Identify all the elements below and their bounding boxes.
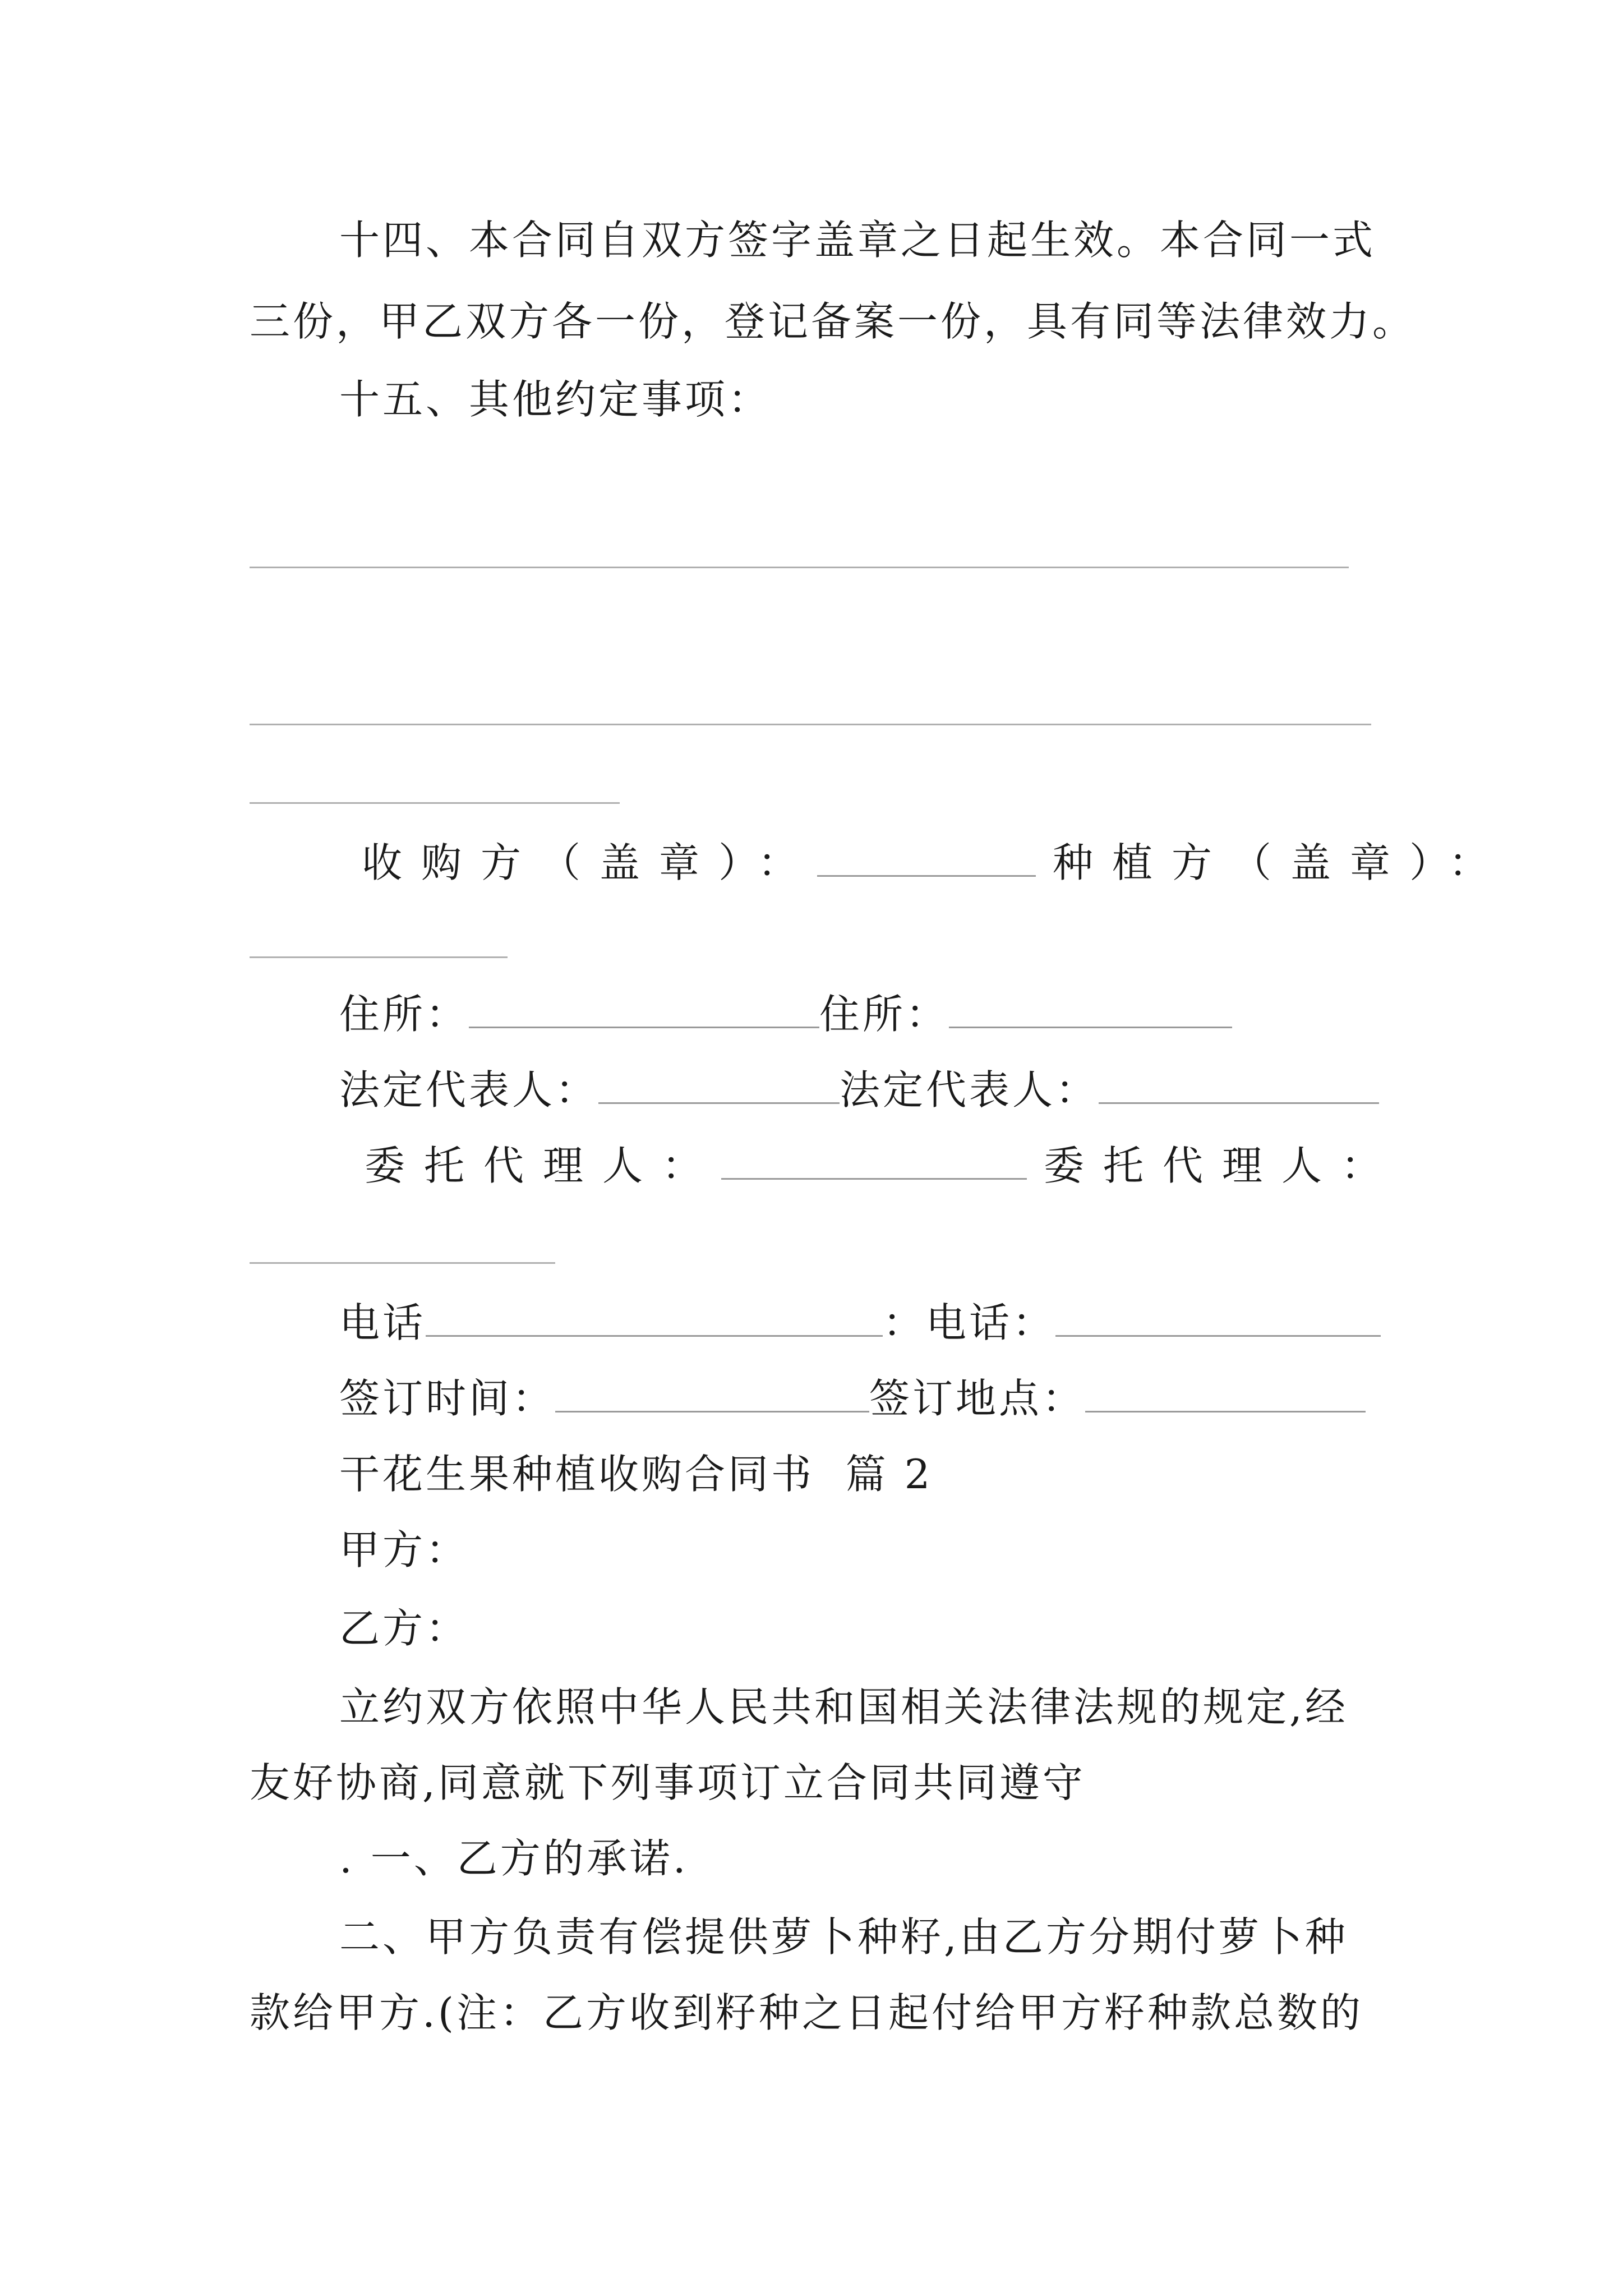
agent-blank-2[interactable] <box>250 1262 555 1264</box>
phone-blank-2[interactable] <box>1055 1299 1381 1337</box>
address-row <box>339 987 1232 1041</box>
sign-place-blank[interactable] <box>1085 1374 1366 1412</box>
blank-line-1 <box>250 567 1349 568</box>
phone-row <box>339 1296 1381 1350</box>
address-blank-1[interactable] <box>469 990 819 1028</box>
phone-blank-1[interactable] <box>426 1299 883 1337</box>
legal-rep-label-1: 法定代表人： <box>339 1066 599 1114</box>
phone-label-1: 电话 <box>339 1299 426 1346</box>
sign-time-blank[interactable] <box>555 1374 869 1412</box>
sign-place-label: 签订地点： <box>869 1375 1086 1422</box>
agent-blank-1[interactable] <box>721 1142 1027 1180</box>
clause-14-line-2: 三份，甲乙双方各一份，登记备案一份，具有同等法律效力。 <box>250 298 1416 345</box>
party-b: 乙方： <box>339 1605 469 1652</box>
buyer-seal-blank[interactable] <box>817 839 1036 877</box>
item-2-line-1: 二、甲方负责有偿提供萝卜种籽,由乙方分期付萝卜种 <box>339 1913 1348 1961</box>
address-blank-2[interactable] <box>949 990 1232 1028</box>
agent-label-1: 委托代理人： <box>365 1142 722 1189</box>
preamble-line-2: 友好协商,同意就下列事项订立合同共同遵守 <box>250 1759 1086 1806</box>
blank-line-2 <box>250 724 1371 725</box>
agent-label-2: 委托代理人： <box>1044 1142 1401 1189</box>
preamble-line-1: 立约双方依照中华人民共和国相关法律法规的规定,经 <box>339 1683 1348 1731</box>
legal-rep-blank-1[interactable] <box>598 1066 840 1104</box>
signing-row <box>339 1372 1366 1425</box>
section-2-title: 干花生果种植收购合同书 篇 2 <box>339 1451 933 1498</box>
address-label-1: 住所： <box>339 991 469 1038</box>
legal-rep-label-2: 法定代表人： <box>840 1066 1099 1114</box>
buyer-seal-label: 收购方（盖章）： <box>362 839 818 886</box>
party-a: 甲方： <box>339 1526 469 1573</box>
legal-rep-blank-2[interactable] <box>1099 1066 1379 1104</box>
item-2-line-2: 款给甲方.(注：乙方收到籽种之日起付给甲方籽种款总数的 <box>250 1989 1363 2036</box>
blank-line-3 <box>250 802 620 804</box>
seal-row <box>362 836 1508 890</box>
planter-seal-blank-wrap[interactable] <box>250 956 508 958</box>
agent-row <box>365 1139 1400 1193</box>
address-label-2: 住所： <box>819 991 949 1038</box>
clause-14-line-1: 十四、本合同自双方签字盖章之日起生效。本合同一式 <box>339 217 1376 264</box>
sign-time-label: 签订时间： <box>339 1375 556 1422</box>
planter-seal-label: 种植方（盖章）： <box>1053 839 1509 886</box>
clause-15: 十五、其他约定事项： <box>339 376 772 423</box>
legal-rep-row <box>339 1063 1379 1117</box>
phone-label-2: ：电话： <box>883 1299 1056 1346</box>
item-1: . 一、乙方的承诺. <box>339 1835 689 1882</box>
